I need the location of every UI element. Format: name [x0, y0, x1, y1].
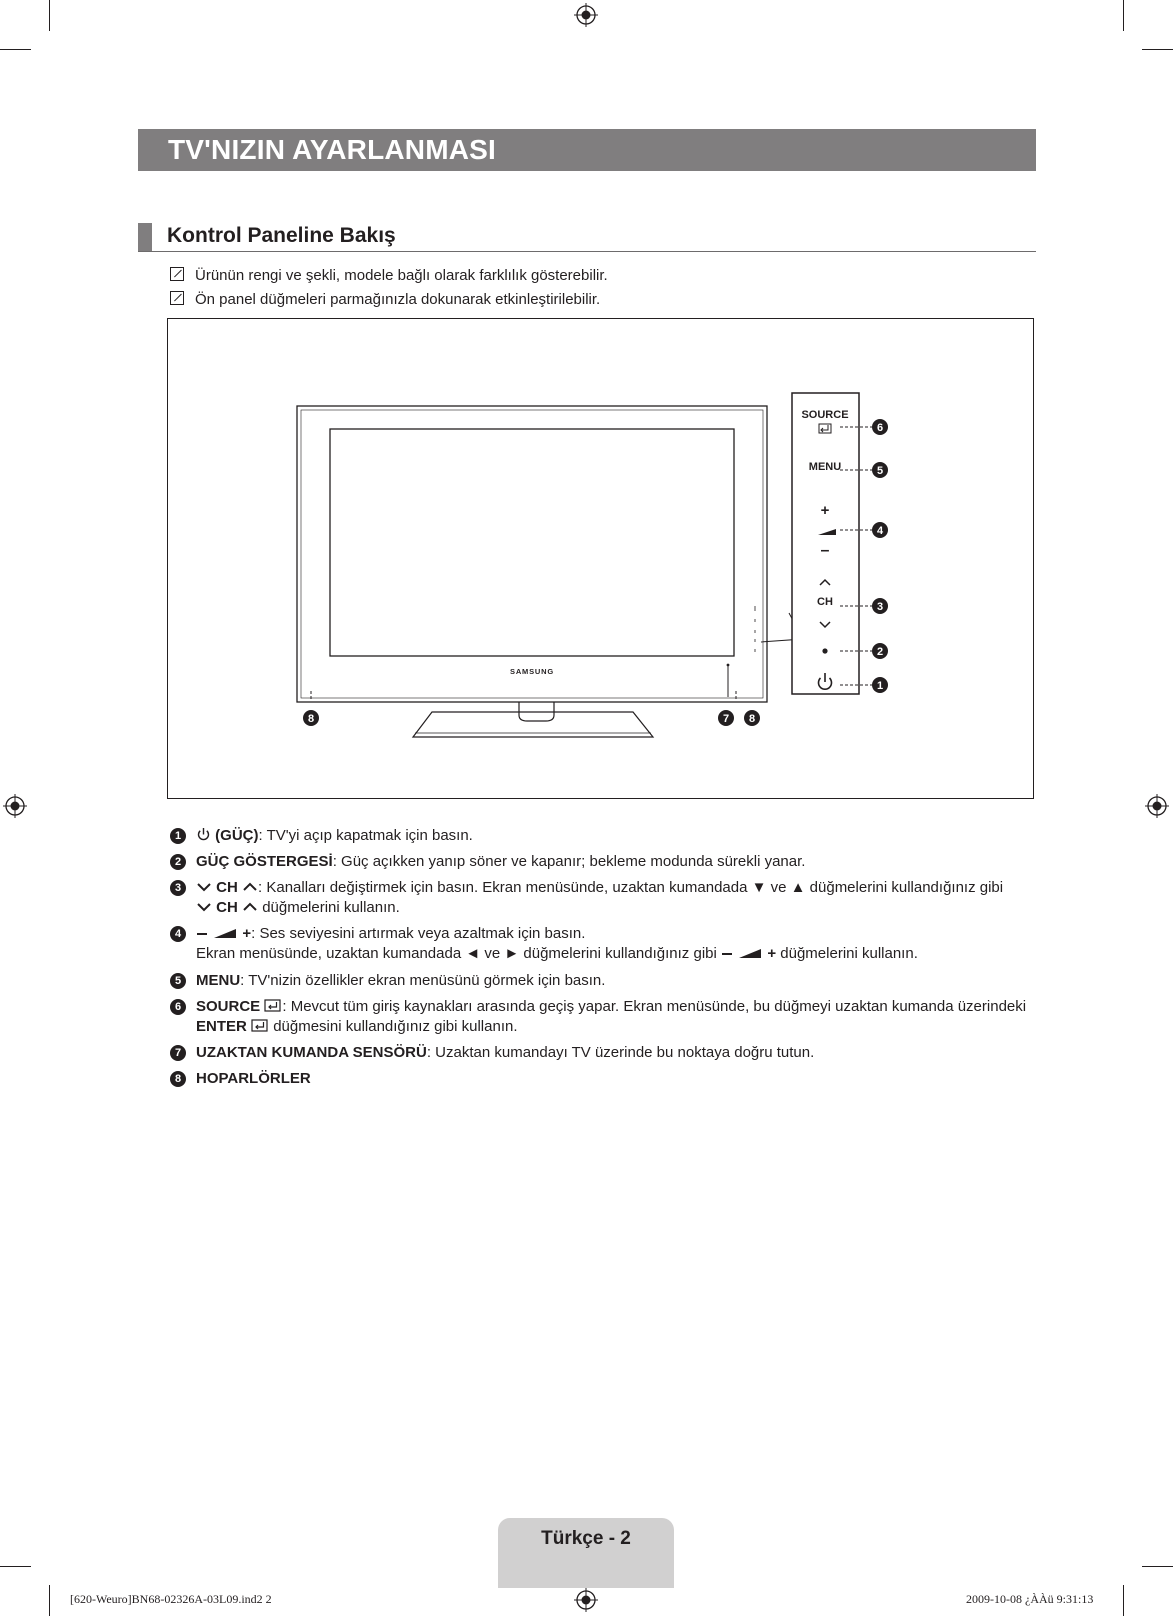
item-text: : Kanalları değiştirmek için basın. Ekran menüsünde, uzaktan kumandada ▼ ve ▲ düğmelerini kullandığınız gibi — [258, 879, 1004, 896]
item-text: düğmelerini kullanın. — [262, 899, 400, 916]
callout-badge — [872, 643, 888, 659]
chevron-up-icon — [242, 880, 258, 894]
svg-text:5: 5 — [876, 465, 884, 477]
item-label: ENTER — [196, 1018, 247, 1035]
item-text: düğmesini kullandığınız gibi kullanın. — [273, 1018, 518, 1035]
svg-text:3: 3 — [876, 601, 884, 613]
note-icon — [170, 267, 184, 281]
crop-mark — [1123, 0, 1124, 31]
crop-mark — [49, 1585, 50, 1616]
callout-badge — [872, 677, 888, 693]
print-slug-left: [620-Weuro]BN68-02326A-03L09.ind2 2 — [70, 1592, 272, 1606]
note-icon — [170, 291, 184, 305]
item-number: 1 — [170, 828, 186, 844]
svg-text:4: 4 — [876, 525, 884, 537]
item-text: : TV'nizin özellikler ekran menüsünü görmek için basın. — [240, 972, 606, 989]
item-text: Ekran menüsünde, uzaktan kumandada ◄ ve ► düğmelerini kullandığınız gibi — [196, 945, 717, 962]
note-item — [170, 290, 600, 310]
crop-mark — [0, 49, 31, 50]
volume-minus: – — [820, 542, 830, 559]
item-label: SOURCE — [196, 998, 261, 1015]
item-text: : Mevcut tüm giriş kaynakları arasında geçiş yapar. Ekran menüsünde, bu düğmeyi uzaktan kumanda üzerindeki — [282, 998, 1027, 1015]
print-slug-right: 2009-10-08 ¿ÀÀü 9:31:13 — [966, 1592, 1094, 1606]
volume-plus: + — [820, 502, 830, 519]
svg-text:6: 6 — [876, 422, 884, 434]
note-item — [170, 266, 608, 286]
minus-icon — [196, 928, 208, 940]
crop-mark — [49, 0, 50, 31]
section-heading-bar — [138, 223, 152, 251]
callout-badge — [872, 598, 888, 614]
tv-screen — [330, 429, 734, 656]
item-label: + — [242, 925, 252, 942]
chevron-down-icon — [196, 900, 212, 914]
callout-badge — [303, 710, 319, 726]
section-heading-text: Kontrol Paneline Bakış — [167, 224, 396, 247]
menu-label: MENU — [808, 461, 842, 473]
item-number: 5 — [170, 973, 186, 989]
callout-badge — [744, 710, 760, 726]
page-number: Türkçe - 2 — [541, 1528, 631, 1549]
enter-icon — [251, 1019, 269, 1033]
item-label: + — [767, 945, 777, 962]
chevron-up-icon — [242, 900, 258, 914]
sensor-dot — [727, 664, 730, 667]
volume-wedge-icon — [212, 926, 238, 940]
tv-brand-logo: SAMSUNG — [510, 667, 554, 676]
item-label: CH — [216, 899, 238, 916]
tv-bezel-inner — [301, 410, 763, 698]
item-text: : Uzaktan kumandayı TV üzerinde bu noktaya doğru tutun. — [426, 1044, 815, 1061]
registration-mark-icon — [3, 794, 27, 818]
callout-badge — [872, 522, 888, 538]
power-indicator-dot — [822, 648, 827, 653]
volume-wedge-icon — [737, 946, 763, 960]
note-text: Ürünün rengi ve şekli, modele bağlı olarak farklılık gösterebilir. — [195, 267, 608, 284]
section-heading — [138, 223, 1036, 252]
svg-text:8: 8 — [307, 713, 315, 725]
item-number: 4 — [170, 926, 186, 942]
callout-badge — [872, 419, 888, 435]
page-title: TV'NIZIN AYARLANMASI — [138, 129, 1036, 171]
item-number: 6 — [170, 999, 186, 1015]
item-label: GÜÇ GÖSTERGESİ — [196, 853, 333, 870]
callout-badge — [872, 462, 888, 478]
tv-bezel — [297, 406, 767, 702]
item-number: 8 — [170, 1071, 186, 1087]
crop-mark — [1142, 49, 1173, 50]
item-number: 7 — [170, 1045, 186, 1061]
ch-label: CH — [817, 596, 833, 608]
item-text: : TV'yi açıp kapatmak için basın. — [258, 827, 473, 844]
item-label: MENU — [196, 972, 241, 989]
crop-mark — [0, 1566, 31, 1567]
registration-mark-icon — [574, 1588, 598, 1612]
power-icon — [196, 827, 211, 842]
registration-mark-icon — [574, 3, 598, 27]
item-number: 3 — [170, 880, 186, 896]
item-text: : Ses seviyesini artırmak veya azaltmak için basın. — [251, 925, 586, 942]
item-number: 2 — [170, 854, 186, 870]
control-panel-figure — [167, 318, 1034, 799]
crop-mark — [1142, 1566, 1173, 1567]
item-label: UZAKTAN KUMANDA SENSÖRÜ — [196, 1044, 427, 1061]
minus-icon — [721, 948, 733, 960]
chevron-down-icon — [196, 880, 212, 894]
source-label: SOURCE — [801, 409, 849, 421]
note-text: Ön panel düğmeleri parmağınızla dokunarak etkinleştirilebilir. — [195, 291, 601, 308]
tv-illustration — [168, 319, 1033, 798]
item-text: : Güç açıkken yanıp söner ve kapanır; bekleme modunda sürekli yanar. — [332, 853, 806, 870]
svg-text:8: 8 — [748, 713, 756, 725]
item-text: düğmelerini kullanın. — [780, 945, 918, 962]
page-number-tab — [498, 1518, 674, 1588]
svg-text:7: 7 — [722, 713, 730, 725]
item-label: (GÜÇ) — [215, 827, 259, 844]
item-label: HOPARLÖRLER — [196, 1070, 311, 1087]
svg-text:2: 2 — [876, 646, 884, 658]
enter-icon — [264, 999, 282, 1013]
registration-mark-icon — [1145, 794, 1169, 818]
callout-badge — [718, 710, 734, 726]
svg-text:1: 1 — [876, 680, 884, 692]
crop-mark — [1123, 1585, 1124, 1616]
item-label: CH — [216, 879, 238, 896]
